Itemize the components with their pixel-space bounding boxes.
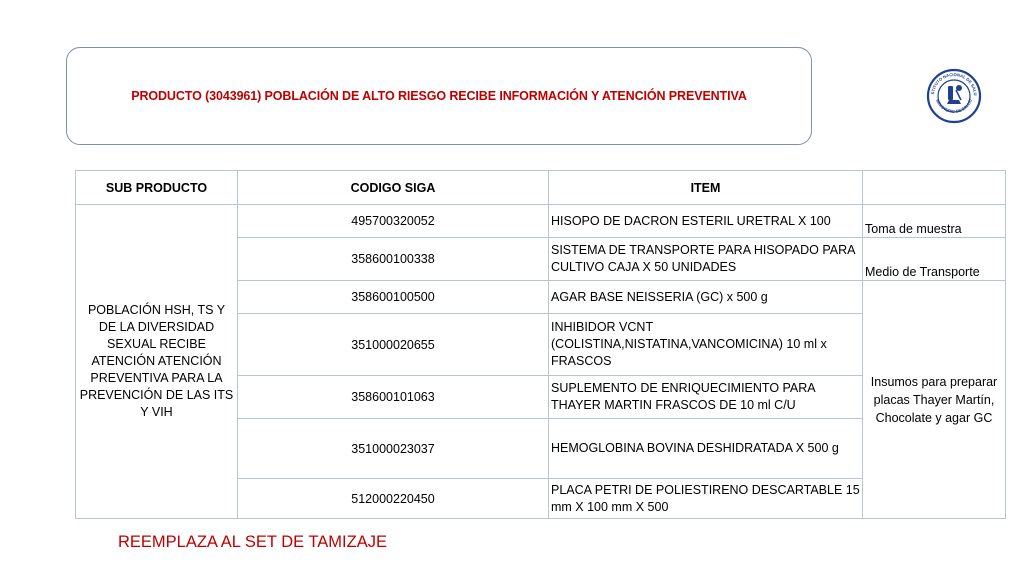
sub-producto-cell: POBLACIÓN HSH, TS Y DE LA DIVERSIDAD SEXUAL RECIBE ATENCIÓN ATENCIÓN PREVENTIVA PARA LA PREVENCIÓN DE LAS ITS Y VIH	[76, 205, 238, 519]
item-cell: HEMOGLOBINA BOVINA DESHIDRATADA X 500 g	[549, 419, 863, 479]
note-insumos: Insumos para preparar placas Thayer Martín, Chocolate y agar GC	[863, 281, 1006, 519]
header-codigo-siga: CODIGO SIGA	[238, 171, 549, 205]
item-cell: INHIBIDOR VCNT (COLISTINA,NISTATINA,VANCOMICINA) 10 ml x FRASCOS	[549, 314, 863, 376]
item-cell: SISTEMA DE TRANSPORTE PARA HISOPADO PARA CULTIVO CAJA X 50 UNIDADES	[549, 238, 863, 281]
codigo-cell: 351000023037	[238, 419, 549, 479]
note-toma-muestra: Toma de muestra	[863, 205, 1006, 238]
logo-text-bottom: MINISTERIO DE SALUD	[934, 98, 973, 114]
logo-text-top: STITUTO NACIONAL DE SALU	[930, 71, 979, 96]
product-header-box	[66, 47, 812, 145]
footer-note: REEMPLAZA AL SET DE TAMIZAJE	[118, 533, 387, 551]
header-item: ITEM	[549, 171, 863, 205]
codigo-cell: 495700320052	[238, 205, 549, 238]
codigo-cell: 358600100338	[238, 238, 549, 281]
item-cell: HISOPO DE DACRON ESTERIL URETRAL X 100	[549, 205, 863, 238]
header-notes	[863, 171, 1006, 205]
item-cell: AGAR BASE NEISSERIA (GC) x 500 g	[549, 281, 863, 314]
codigo-cell: 358600101063	[238, 376, 549, 419]
siga-items-table	[75, 170, 1006, 519]
table-header-row	[76, 171, 1006, 205]
product-title: PRODUCTO (3043961) POBLACIÓN DE ALTO RIESGO RECIBE INFORMACIÓN Y ATENCIÓN PREVENTIVA	[131, 89, 747, 103]
item-cell: SUPLEMENTO DE ENRIQUECIMIENTO PARA THAYER MARTIN FRASCOS DE 10 ml C/U	[549, 376, 863, 419]
codigo-cell: 351000020655	[238, 314, 549, 376]
table-row	[76, 205, 1006, 238]
item-cell: PLACA PETRI DE POLIESTIRENO DESCARTABLE 15 mm X 100 mm X 500	[549, 479, 863, 519]
header-sub-producto: SUB PRODUCTO	[76, 171, 238, 205]
codigo-cell: 358600100500	[238, 281, 549, 314]
ministerio-de-salud-seal-icon	[926, 56, 982, 136]
note-medio-transporte: Medio de Transporte	[863, 238, 1006, 281]
codigo-cell: 512000220450	[238, 479, 549, 519]
